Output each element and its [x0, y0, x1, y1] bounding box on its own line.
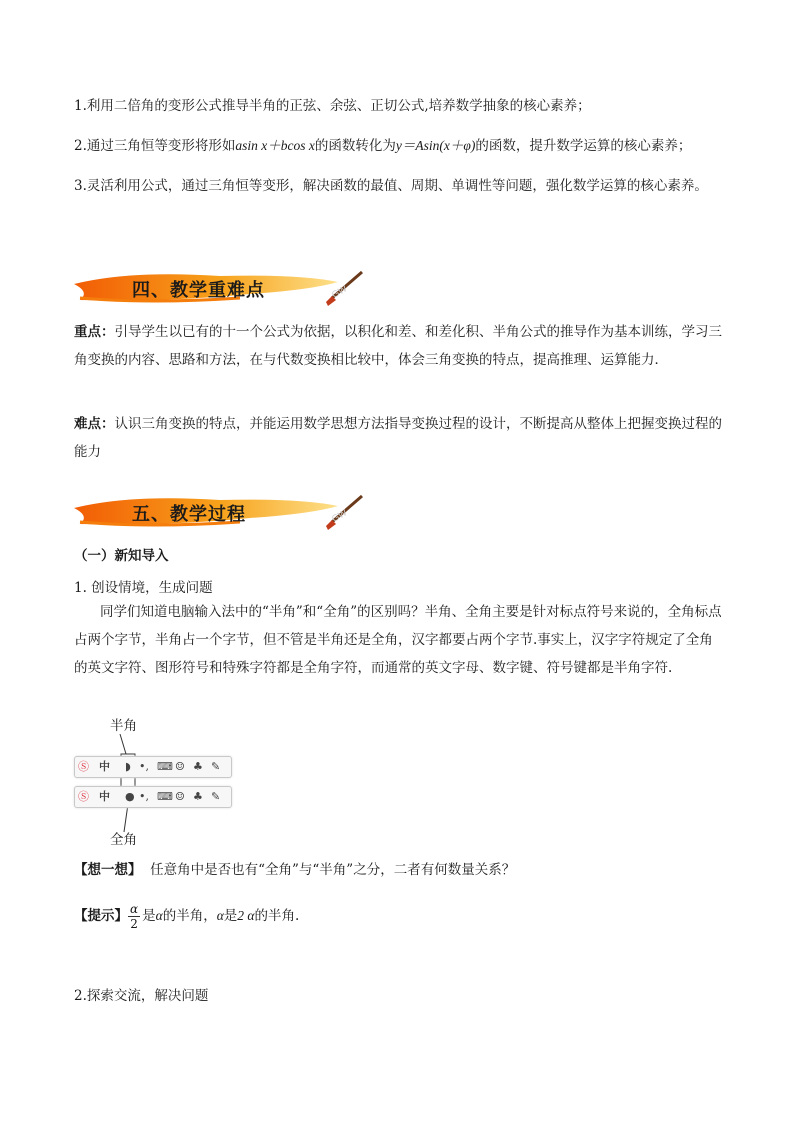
- user-icon: ☺: [175, 760, 185, 773]
- subsection-title: （一）新知导入: [74, 548, 169, 564]
- think-line: 【想一想】 任意角中是否也有“全角”与“半角”之分，二者有何数量关系？: [74, 862, 516, 878]
- punctuation-icon: •,: [139, 760, 149, 773]
- hint-label: 【提示】: [74, 908, 128, 924]
- figure-connector-lines: [118, 734, 138, 834]
- label-full-width: 全角: [110, 832, 137, 848]
- ime-toolbar-full: [74, 786, 232, 808]
- keyboard-icon: ⌨: [157, 790, 173, 803]
- full-circle-icon: ●: [125, 790, 135, 803]
- wrench-icon: ✎: [211, 760, 221, 773]
- section-banner-5: [70, 492, 370, 532]
- formula-asin-phi: y＝Asin(x＋φ): [395, 138, 476, 153]
- sogou-logo-icon: Ⓢ: [78, 760, 89, 773]
- key-point-label: 重点：: [74, 324, 115, 340]
- step-1-title: 1. 创设情境，生成问题: [74, 580, 213, 596]
- difficulty-paragraph: 难点：认识三角变换的特点，并能运用数学思想方法指导变换过程的设计，不断提高从整体上把握变换过程的能力: [74, 416, 722, 460]
- half-moon-icon: ◗: [125, 760, 131, 773]
- chinese-mode-icon: 中: [99, 790, 110, 803]
- user-icon: ☺: [175, 790, 185, 803]
- section-banner-4: [70, 268, 370, 308]
- skin-shirt-icon: ♣: [193, 760, 203, 773]
- sogou-logo-icon: Ⓢ: [78, 790, 89, 803]
- key-point-paragraph: 重点：引导学生以已有的十一个公式为依据，以积化和差、和差化积、半角公式的推导作为基本训练，学习三角变换的内容、思路和方法，在与代数变换相比较中，体会三角变换的特点，提高推理、运算能力．: [74, 324, 722, 368]
- intro-paragraph: 同学们知道电脑输入法中的“半角”和“全角”的区别吗？半角、全角主要是针对标点符号来说的，全角标点占两个字节，半角占一个字节，但不管是半角还是全角，汉字都要占两个字节.事实上，汉字字符规定了全角的英文字符、图形符号和特殊字符都是全角字符，而通常的英文字母、数字键、符号键都是半角字符.: [74, 604, 722, 676]
- svg-text:GW: GW: [330, 283, 349, 300]
- chinese-mode-icon: 中: [99, 760, 110, 773]
- label-half-width: 半角: [110, 718, 137, 734]
- section-title-5: 五、教学过程: [132, 504, 246, 525]
- objective-1: 1.利用二倍角的变形公式推导半角的正弦、余弦、正切公式,培养数学抽象的核心素养；: [74, 98, 591, 114]
- difficulty-label: 难点：: [74, 416, 115, 432]
- hint-line: 【提示】 $\frac{\alpha}{2}$ 是α的半角，α是2 α的半角.: [74, 902, 300, 931]
- objective-2: 2.通过三角恒等变形将形如asin x＋bcos x的函数转化为y＝Asin(x＋φ)的函数，提升数学运算的核心素养；: [74, 138, 692, 154]
- objective-3: 3.灵活利用公式，通过三角恒等变形，解决函数的最值、周期、单调性等问题，强化数学运算的核心素养。: [74, 178, 708, 194]
- think-label: 【想一想】: [74, 862, 142, 878]
- section-title-4: 四、教学重难点: [132, 280, 265, 301]
- svg-text:GW: GW: [330, 507, 349, 524]
- formula-asin-bcos: asin x＋bcos x: [235, 138, 315, 153]
- step-2-title: 2.探索交流，解决问题: [74, 988, 209, 1004]
- keyboard-icon: ⌨: [157, 760, 173, 773]
- wrench-icon: ✎: [211, 790, 221, 803]
- ime-toolbar-half: [74, 756, 232, 778]
- skin-shirt-icon: ♣: [193, 790, 203, 803]
- fraction-alpha-over-2: $\frac{\alpha}{2}$: [130, 902, 139, 931]
- punctuation-icon: •,: [139, 790, 149, 803]
